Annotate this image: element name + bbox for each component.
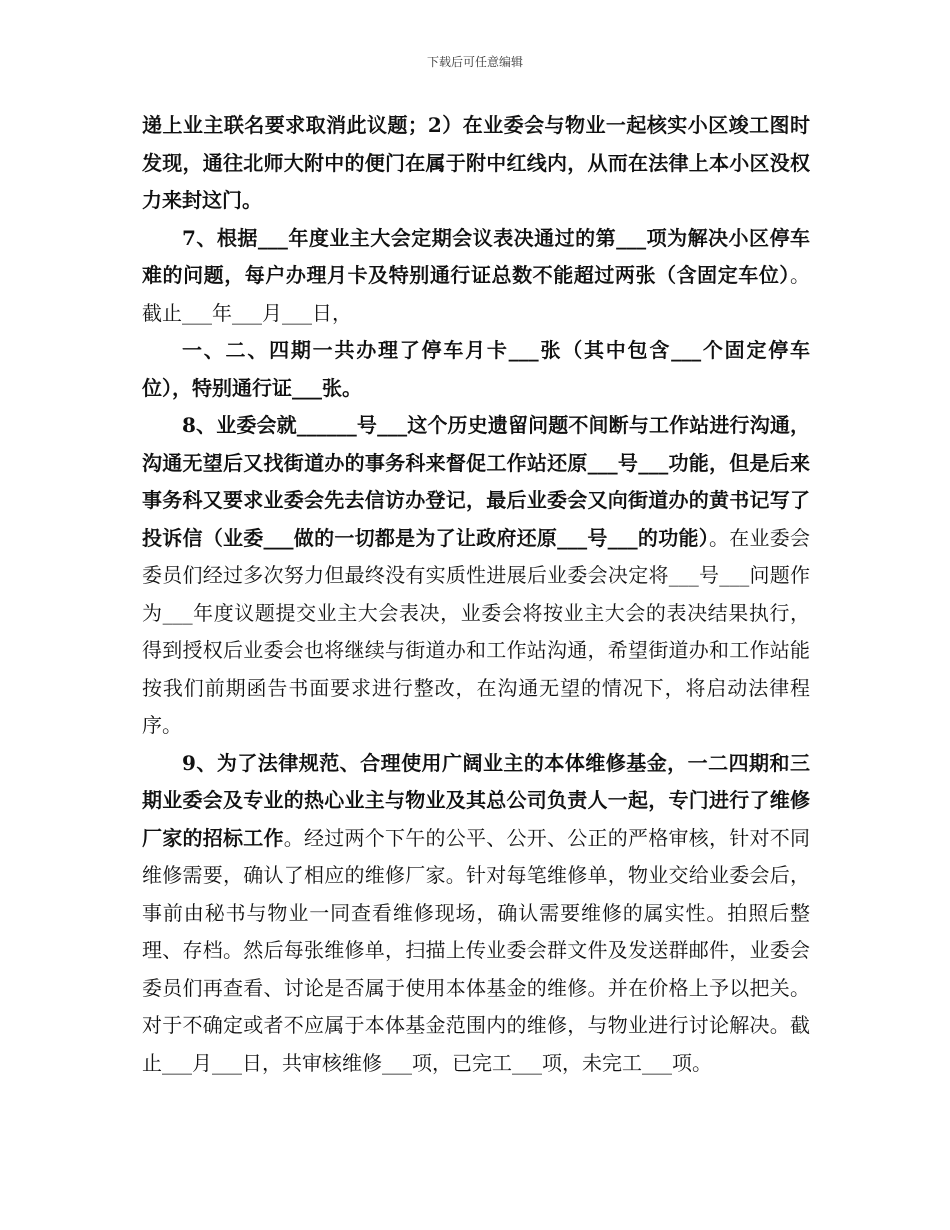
- paragraph-bold-text: 9、为了法律规范、合理使用广阔业主的本体维修基金，一二四期和三期业委会及专业的热心业主与物业及其总公司负责人一起，专门进行了维修厂家的招标工作: [142, 750, 810, 850]
- paragraph-bold-text: 8、业委会就______号___这个历史遗留问题不间断与工作站进行沟通，沟通无望后又找街道办的事务科来督促工作站还原___号___功能，但是后来事务科又要求业委会先去信访办登记，最后业委会又向街道办的黄书记写了投诉信（业委___做的一切都是为了让政府还原___号___的功能）: [142, 413, 810, 550]
- paragraph-bold-text: 递上业主联名要求取消此议题；2）在业委会与物业一起核实小区竣工图时发现，通往北师大附中的便门在属于附中红线内，从而在法律上本小区没权力来封这门。: [142, 113, 810, 212]
- paragraph-text: 。截止___年___月___日，: [142, 263, 810, 325]
- paragraph: [142, 220, 810, 333]
- paragraph: [142, 745, 810, 1083]
- paragraph-bold-text: 7、根据___年度业主大会定期会议表决通过的第___项为解决小区停车难的问题，每户办理月卡及特别通行证总数不能超过两张（含固定车位）: [142, 225, 810, 287]
- page-header: 下载后可任意编辑: [426, 55, 523, 69]
- paragraph: [142, 332, 810, 407]
- document-body: [142, 107, 810, 1082]
- paragraph: [142, 107, 810, 220]
- paragraph-bold-text: 一、二、四期一共办理了停车月卡___张（其中包含___个固定停车位），特别通行证___张。: [142, 338, 810, 400]
- paragraph: [142, 407, 810, 745]
- paragraph-text: 。在业委会委员们经过多次努力但最终没有实质性进展后业委会决定将___号___问题作为___年度议题提交业主大会表决，业委会将按业主大会的表决结果执行，得到授权后业委会也将继续与街道办和工作站沟通，希望街道办和工作站能按我们前期函告书面要求进行整改，在沟通无望的情况下，将启动法律程序。: [142, 525, 811, 737]
- paragraph-text: 。经过两个下午的公平、公开、公正的严格审核，针对不同维修需要，确认了相应的维修厂家。针对每笔维修单，物业交给业委会后，事前由秘书与物业一同查看维修现场，确认需要维修的属实性。拍照后整理、存档。然后每张维修单，扫描上传业委会群文件及发送群邮件，业委会委员们再查看、讨论是否属于使用本体基金的维修。并在价格上予以把关。对于不确定或者不应属于本体基金范围内的维修，与物业进行讨论解决。截止___月___日，共审核维修___项，已完工___项，未完工___项。: [142, 825, 810, 1075]
